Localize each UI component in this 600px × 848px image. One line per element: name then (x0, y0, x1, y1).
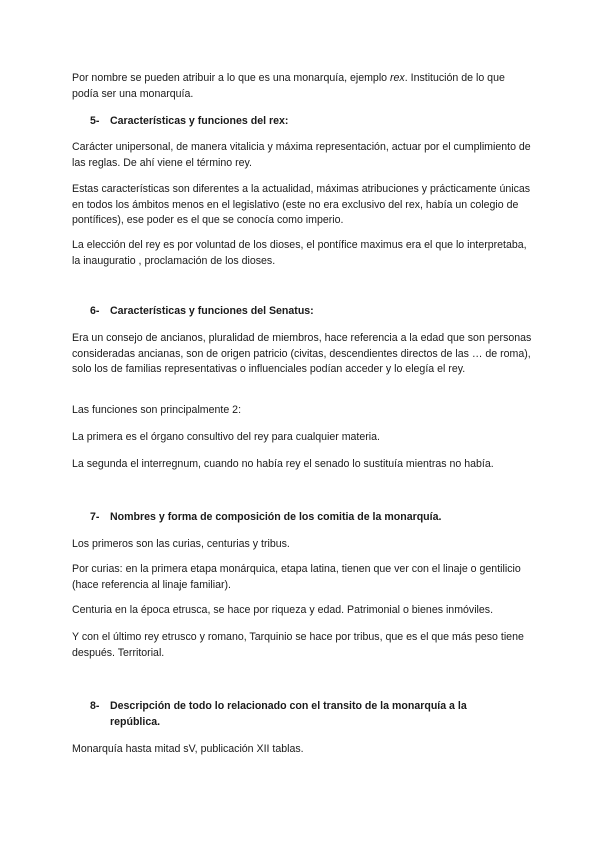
section-6-paragraph: Era un consejo de ancianos, pluralidad de miembros, hace referencia a la edad que son personas consideradas ancianas, son de origen patricio (civitas, descendientes directos de las … de roma), solo los de familias representativas o influenciales podían acceder y lo elegía el rey. (72, 332, 532, 375)
section-6-paragraph: La segunda el interregnum, cuando no había rey el senado lo sustituía mientras no había. (72, 458, 494, 470)
section-5-paragraph: Estas características son diferentes a la actualidad, máximas atribuciones y prácticamente únicas en todos los ámbitos menos en el legislativo (este no era exclusivo del rex, había un colegio de pontífices), ese poder es el que se conocía como imperio. (72, 183, 531, 226)
section-7-paragraph: Centuria en la época etrusca, se hace por riqueza y edad. Patrimonial o bienes inmóviles. (72, 604, 494, 616)
section-8-number: 8- (90, 700, 100, 712)
section-7-paragraph: Los primeros son las curias, centurias y tribus. (72, 538, 290, 550)
section-5-paragraph: Carácter unipersonal, de manera vitalicia y máxima representación, actuar por el cumplimiento de las reglas. De ahí viene el término rey. (72, 141, 531, 169)
section-6-paragraph: Las funciones son principalmente 2: (72, 404, 242, 416)
section-5-paragraph: La elección del rey es por voluntad de los dioses, el pontífice maximus era el que lo interpretaba, la inauguratio , proclamación de los dioses. (72, 239, 527, 267)
section-5-number: 5- (90, 115, 100, 127)
section-7-heading (72, 510, 532, 526)
intro-text-a: Por nombre se pueden atribuir a lo que es una monarquía, ejemplo (72, 72, 391, 84)
section-7-number: 7- (90, 511, 100, 523)
section-8-heading (72, 699, 532, 730)
section-6-number: 6- (90, 305, 100, 317)
section-6-title: Características y funciones del Senatus: (110, 305, 314, 317)
section-7-paragraph: Y con el último rey etrusco y romano, Tarquinio se hace por tribus, que es el que más peso tiene después. Territorial. (72, 631, 524, 659)
section-5-title: Características y funciones del rex: (110, 115, 289, 127)
intro-text-b: . Institución de lo que podía ser una monarquía. (72, 72, 505, 100)
section-6-paragraph: La primera es el órgano consultivo del rey para cualquier materia. (72, 431, 380, 443)
section-6-heading (72, 304, 532, 320)
intro-text-emphasis: rex (390, 72, 405, 84)
section-5-heading (72, 114, 532, 130)
section-7-paragraph: Por curias: en la primera etapa monárquica, etapa latina, tienen que ver con el linaje o gentilicio (hace referencia al linaje familiar). (72, 563, 521, 591)
section-8-title: Descripción de todo lo relacionado con el transito de la monarquía a la república. (110, 700, 467, 728)
intro-paragraph (72, 71, 532, 102)
section-7-title: Nombres y forma de composición de los comitia de la monarquía. (110, 511, 442, 523)
section-8-paragraph: Monarquía hasta mitad sV, publicación XII tablas. (72, 743, 304, 755)
